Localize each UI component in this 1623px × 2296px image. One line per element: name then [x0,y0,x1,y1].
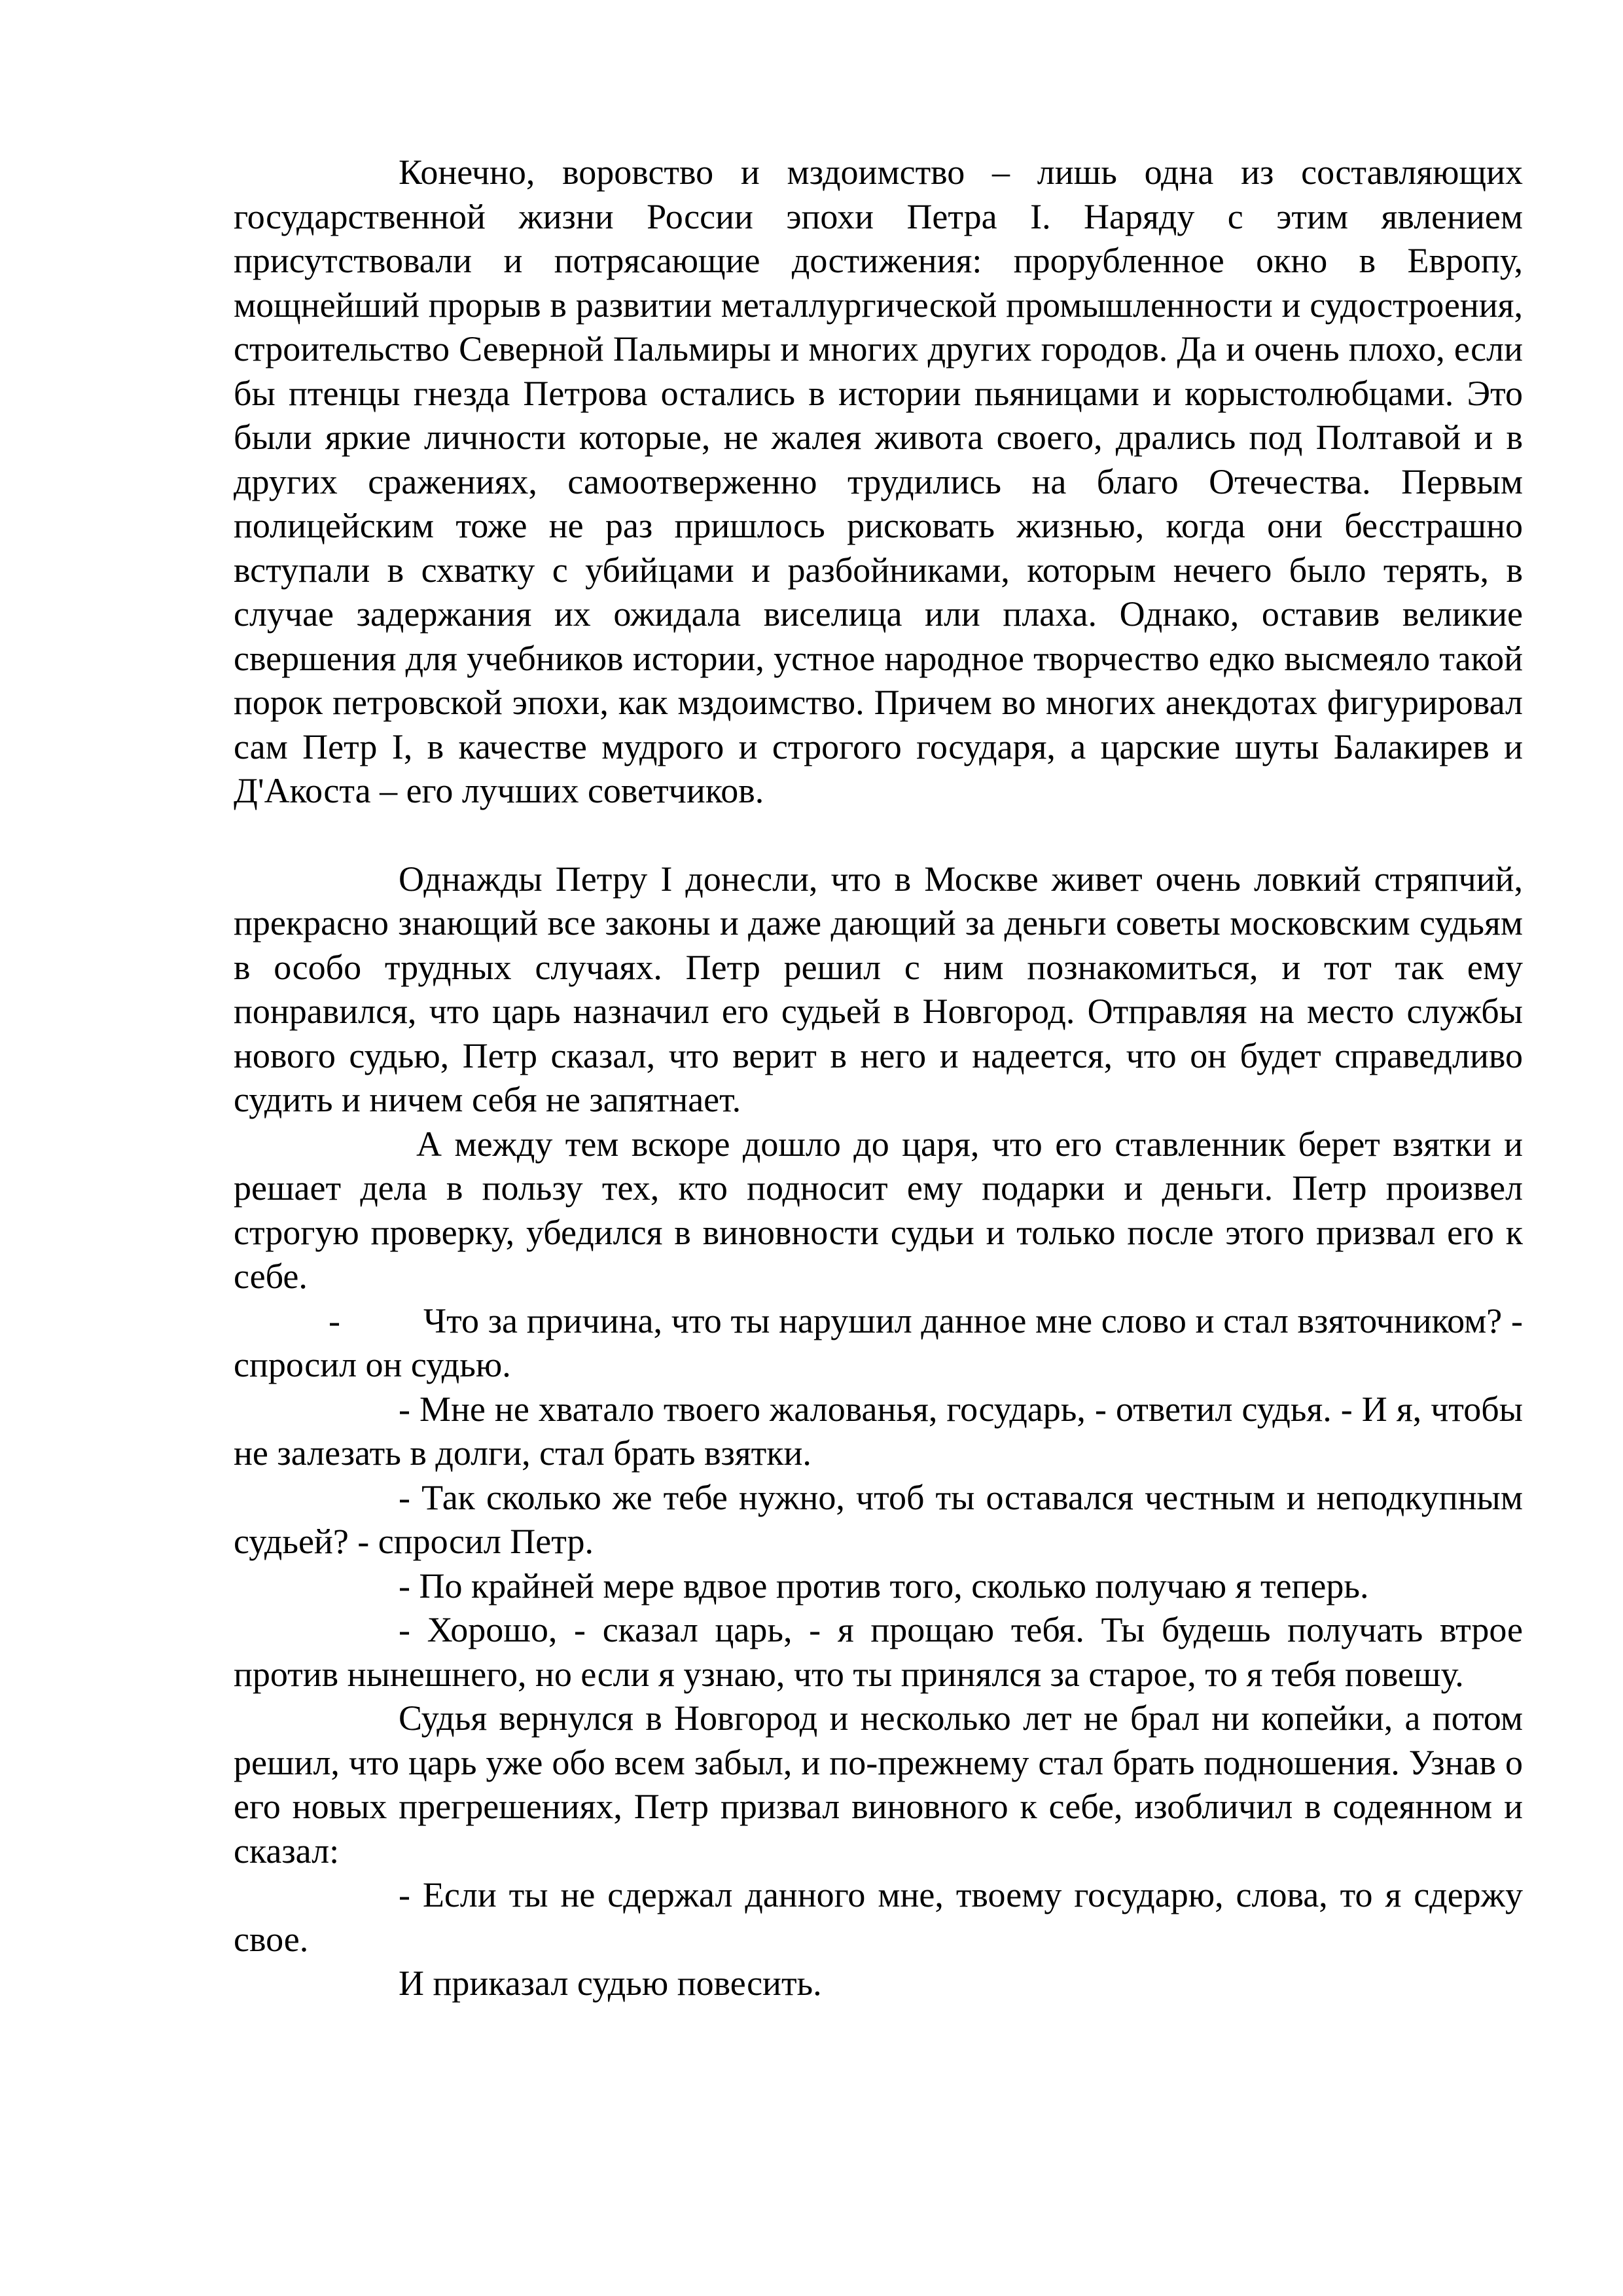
dialogue-line: - Мне не хватало твоего жалованья, государь, - ответил судья. - И я, чтобы не залезать в долги, стал брать взятки. [234,1389,1523,1473]
paragraph-ending: И приказал судью повесить. [399,1964,822,2003]
dialogue-line: - Хорошо, - сказал царь, - я прощаю тебя. Ты будешь получать втрое против нынешнего, но если я узнаю, что ты принялся за старое, то я тебя повешу. [234,1610,1523,1694]
paragraph-anecdote-start: Однажды Петру I донесли, что в Москве живет очень ловкий стряпчий, прекрасно знающий все законы и даже дающий за деньги советы московским судьям в особо трудных случаях. Петр решил с ним познакомиться, и тот так ему понравился, что царь назначил его судьей в Новгород. Отправляя на место службы нового судью, Петр сказал, что верит в него и надеется, что он будет справедливо судить и ничем себя не запятнает. [234,859,1523,1119]
paragraph-return: Судья вернулся в Новгород и несколько лет не брал ни копейки, а потом решил, что царь уже обо всем забыл, и по-прежнему стал брать подношения. Узнав о его новых прегрешениях, Петр призвал виновного к себе, изобличил в содеянном и сказал: [234,1698,1523,1871]
dialogue-line-question [234,1299,1523,1388]
paragraph-bribes: А между тем вскоре дошло до царя, что его ставленник берет взятки и решает дела в пользу тех, кто подносит ему подарки и деньги. Петр произвел строгую проверку, убедился в виновности судьи и только после этого призвал его к себе. [234,1124,1523,1296]
dialogue-dash: - [329,1300,340,1340]
dialogue-text: Что за причина, что ты нарушил данное мне слово и стал взяточником? - спросил он судью. [234,1300,1523,1384]
dialogue-line: - По крайней мере вдвое против того, сколько получаю я теперь. [399,1566,1369,1605]
dialogue-line: - Если ты не сдержал данного мне, твоему государю, слова, то я сдержу свое. [234,1875,1523,1959]
dialogue-line: - Так сколько же тебе нужно, чтоб ты оставался честным и неподкупным судьей? - спросил Петр. [234,1477,1523,1561]
paragraph-intro: Конечно, воровство и мздоимство – лишь одна из составляющих государственной жизни России эпохи Петра I. Наряду с этим явлением присутствовали и потрясающие достижения: прорубленное окно в Европу, мощнейший прорыв в развитии металлургической промышленности и судостроения, строительство Северной Пальмиры и многих других городов. Да и очень плохо, если бы птенцы гнезда Петрова остались в истории пьяницами и корыстолюбцами. Это были яркие личности которые, не жалея живота своего, дрались под Полтавой и в других сражениях, самоотверженно трудились на благо Отечества. Первым полицейским тоже не раз пришлось рисковать жизнью, когда они бесстрашно вступали в схватку с убийцами и разбойниками, которым нечего было терять, в случае задержания их ожидала виселица или плаха. Однако, оставив великие свершения для учебников истории, устное народное творчество едко высмеяло такой порок петровской эпохи, как мздоимство. Причем во многих анекдотах фигурировал сам Петр I, в качестве мудрого и строгого государя, а царские шуты Балакирев и Д'Акоста – его лучших советчиков. [234,152,1523,810]
document-body [234,151,1523,2006]
